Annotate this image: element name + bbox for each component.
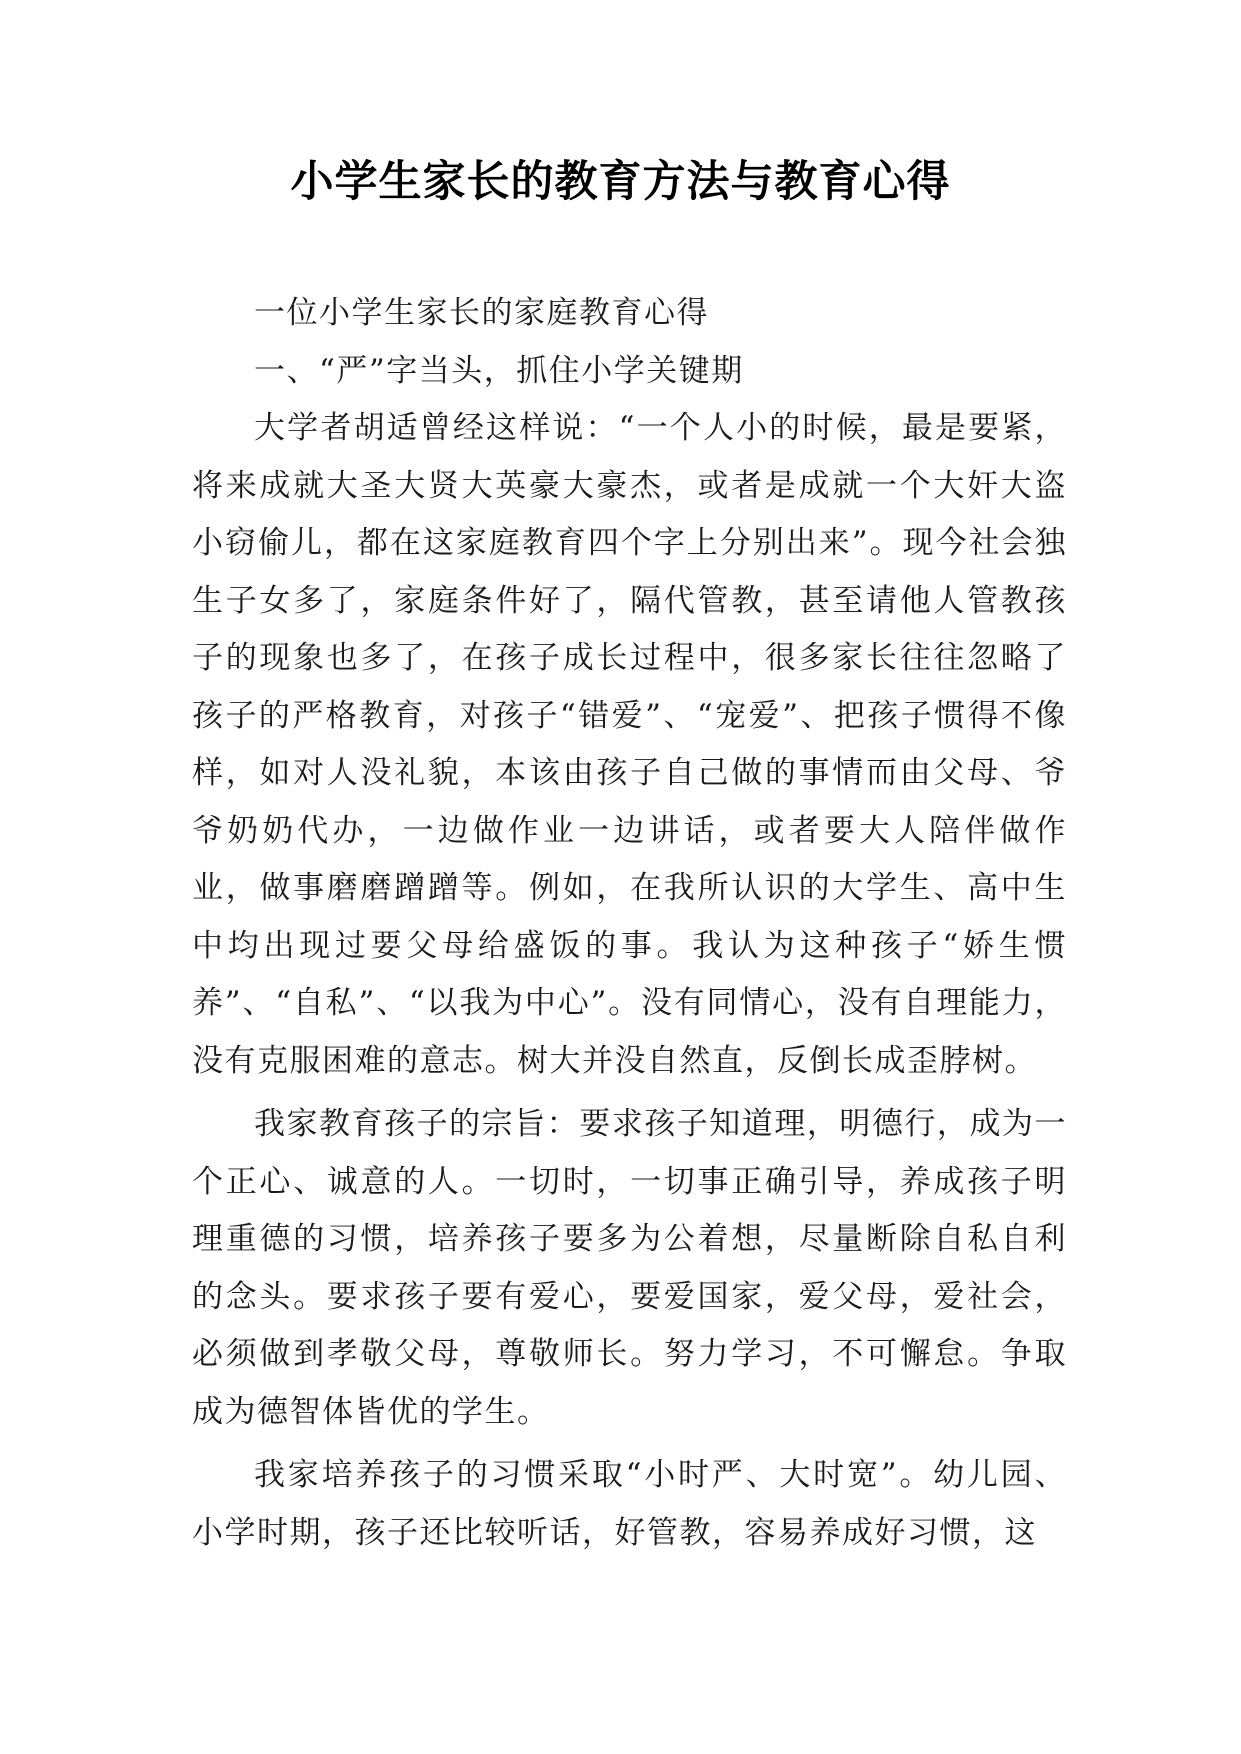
document-subtitle: 一位小学生家长的家庭教育心得: [254, 295, 709, 331]
body-paragraph: 我家教育孩子的宗旨：要求孩子知道理，明德行，成为一个正心、诚意的人。一切时，一切事正确引导，养成孩子明理重德的习惯，培养孩子要多为公着想，尽量断除自私自利的念头。要求孩子要有爱心，要爱国家，爱父母，爱社会，必须做到孝敬父母，尊敬师长。努力学习，不可懈怠。争取成为德智体皆优的学生。: [192, 1106, 1067, 1430]
document-body: [192, 285, 1067, 1562]
body-paragraph: 大学者胡适曾经这样说：“一个人小的时候，最是要紧，将来成就大圣大贤大英豪大豪杰，或者是成就一个大奸大盗小窃偷儿，都在这家庭教育四个字上分别出来”。现今社会独生子女多了，家庭条件好了，隔代管教，甚至请他人管教孩子的现象也多了，在孩子成长过程中，很多家长往往忽略了孩子的严格教育，对孩子“错爱”、“宠爱”、把孩子惯得不像样，如对人没礼貌，本该由孩子自己做的事情而由父母、爷爷奶奶代办，一边做作业一边讲话，或者要大人陪伴做作业，做事磨磨蹭蹭等。例如，在我所认识的大学生、高中生中均出现过要父母给盛饭的事。我认为这种孩子“娇生惯养”、“自私”、“以我为中心”。没有同情心，没有自理能力，没有克服困难的意志。树大并没自然直，反倒长成歪脖树。: [192, 410, 1067, 1079]
body-paragraph: 我家培养孩子的习惯采取“小时严、大时宽”。幼儿园、小学时期，孩子还比较听话，好管教，容易养成好习惯，这: [192, 1457, 1067, 1551]
section-heading: 一、“严”字当头，抓住小学关键期: [254, 352, 744, 389]
document-title: 小学生家长的教育方法与教育心得: [290, 157, 951, 207]
